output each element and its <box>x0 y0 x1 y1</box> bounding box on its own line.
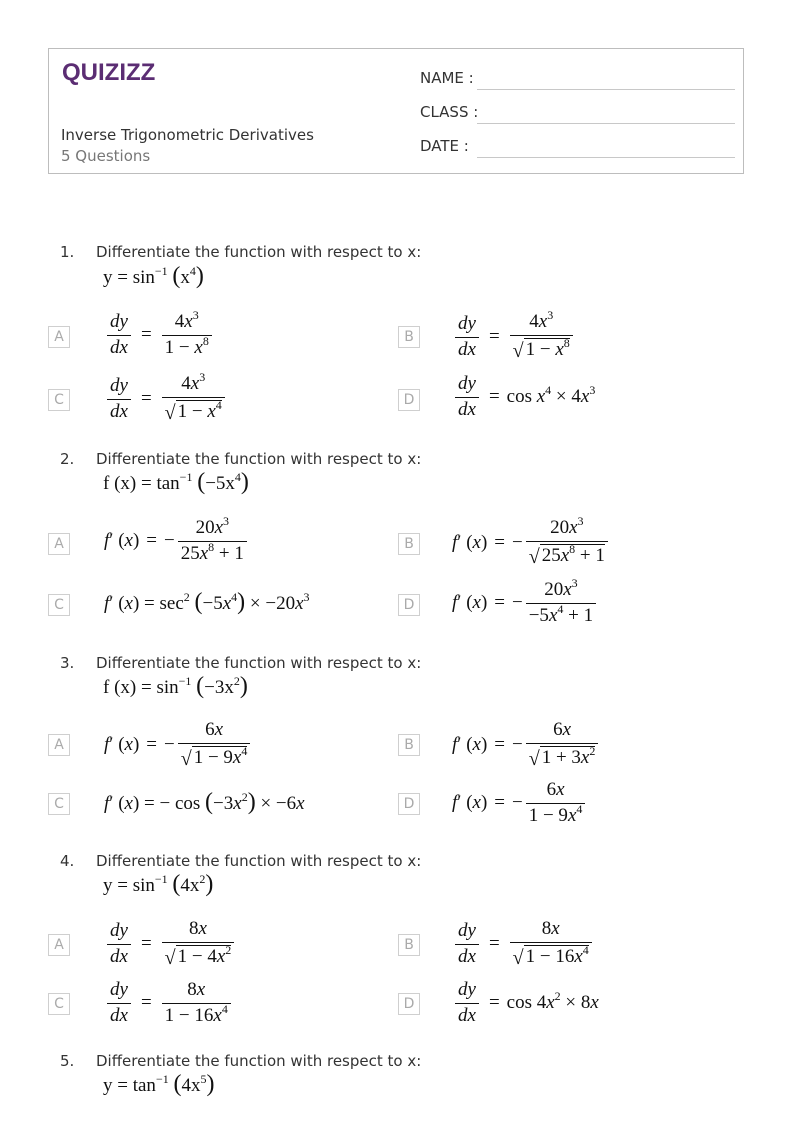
question-function: f $(x) = \tan^{-1} (-5x^4)$ <box>103 469 249 495</box>
choice-letter-d[interactable]: D <box>398 793 420 815</box>
answer-option-1a[interactable]: $\frac{dy}{dx}$ = $\frac{4x^3}{1 - x^8}$ <box>104 312 215 359</box>
choice-letter-d[interactable]: D <box>398 594 420 616</box>
answer-option-3a[interactable]: f′ (x) = − 6x √ $1 - 9x^4$ <box>104 720 253 771</box>
choice-letter-c[interactable]: C <box>48 594 70 616</box>
answer-option-4c[interactable]: $\frac{dy}{dx}$ = $\frac{8x}{1 - 16x^4}$ <box>104 980 234 1027</box>
class-label: CLASS : <box>420 103 479 121</box>
answer-option-2b[interactable]: f′ (x) = − $20x^3$ √ $25x^8 + 1$ <box>452 518 611 569</box>
question-count: 5 Questions <box>61 147 151 165</box>
answer-option-4b[interactable]: $\frac{dy}{dx}$ = 8x √ $1 - 16x^4$ <box>452 919 595 970</box>
question-prompt: Differentiate the function with respect to x: <box>96 852 422 870</box>
choice-letter-b[interactable]: B <box>398 934 420 956</box>
name-field[interactable] <box>420 69 735 87</box>
answer-option-1c[interactable]: $\frac{dy}{dx}$ = $4x^3$ √ $1 - x^4$ <box>104 374 228 425</box>
choice-letter-b[interactable]: B <box>398 533 420 555</box>
choice-letter-a[interactable]: A <box>48 734 70 756</box>
choice-letter-c[interactable]: C <box>48 389 70 411</box>
answer-option-1d[interactable]: $\frac{dy}{dx}$ = $\cos x^4 \times 4x^3$ <box>452 374 595 421</box>
choice-letter-d[interactable]: D <box>398 993 420 1015</box>
answer-option-4a[interactable]: $\frac{dy}{dx}$ = 8x √ $1 - 4x^2$ <box>104 919 237 970</box>
worksheet-header <box>48 48 744 174</box>
question-number: 5. <box>60 1052 75 1070</box>
date-field[interactable] <box>420 137 735 155</box>
choice-letter-a[interactable]: A <box>48 326 70 348</box>
answer-option-2d[interactable]: f′ (x) = − $\frac{20x^3}{-5x^4 + 1}$ <box>452 580 599 627</box>
worksheet-title: Inverse Trigonometric Derivatives <box>61 126 314 144</box>
choice-letter-a[interactable]: A <box>48 533 70 555</box>
date-label: DATE : <box>420 137 469 155</box>
choice-letter-c[interactable]: C <box>48 793 70 815</box>
answer-option-3b[interactable]: f′ (x) = − 6x √ $1 + 3x^2$ <box>452 720 601 771</box>
question-number: 2. <box>60 450 75 468</box>
answer-option-3c[interactable]: f′ (x) = − $\cos (-3x^2) \times -6x$ <box>104 789 305 815</box>
question-function: f $(x) = \sin^{-1} (-3x^2)$ <box>103 673 248 699</box>
answer-option-2a[interactable]: f′ (x) = − $\frac{20x^3}{25x^8 + 1}$ <box>104 518 250 565</box>
name-line <box>477 89 735 90</box>
answer-option-1b[interactable]: $\frac{dy}{dx}$ = $4x^3$ √ $1 - x^8$ <box>452 312 576 363</box>
class-field[interactable] <box>420 103 735 121</box>
question-function: $y = \sin^{-1} (x^4)$ <box>103 263 204 289</box>
answer-option-4d[interactable]: $\frac{dy}{dx}$ = $\cos 4x^2 \times 8x$ <box>452 980 599 1027</box>
question-number: 4. <box>60 852 75 870</box>
date-line <box>477 157 735 158</box>
name-label: NAME : <box>420 69 474 87</box>
choice-letter-b[interactable]: B <box>398 734 420 756</box>
choice-letter-a[interactable]: A <box>48 934 70 956</box>
question-function: $y = \sin^{-1} (4x^2)$ <box>103 871 214 897</box>
class-line <box>477 123 735 124</box>
quizizz-logo: QUIZIZZ <box>62 59 156 86</box>
question-number: 3. <box>60 654 75 672</box>
choice-letter-b[interactable]: B <box>398 326 420 348</box>
answer-option-3d[interactable]: f′ (x) = − $\frac{6x}{1 - 9x^4}$ <box>452 780 588 827</box>
choice-letter-d[interactable]: D <box>398 389 420 411</box>
question-prompt: Differentiate the function with respect to x: <box>96 243 422 261</box>
question-prompt: Differentiate the function with respect to x: <box>96 1052 422 1070</box>
question-prompt: Differentiate the function with respect to x: <box>96 450 422 468</box>
question-function: $y = \tan^{-1} (4x^5)$ <box>103 1071 215 1097</box>
choice-letter-c[interactable]: C <box>48 993 70 1015</box>
question-number: 1. <box>60 243 75 261</box>
answer-option-2c[interactable]: f′ $(x) = \sec^2 (-5x^4) \times -20x^3$ <box>104 589 310 615</box>
question-prompt: Differentiate the function with respect to x: <box>96 654 422 672</box>
